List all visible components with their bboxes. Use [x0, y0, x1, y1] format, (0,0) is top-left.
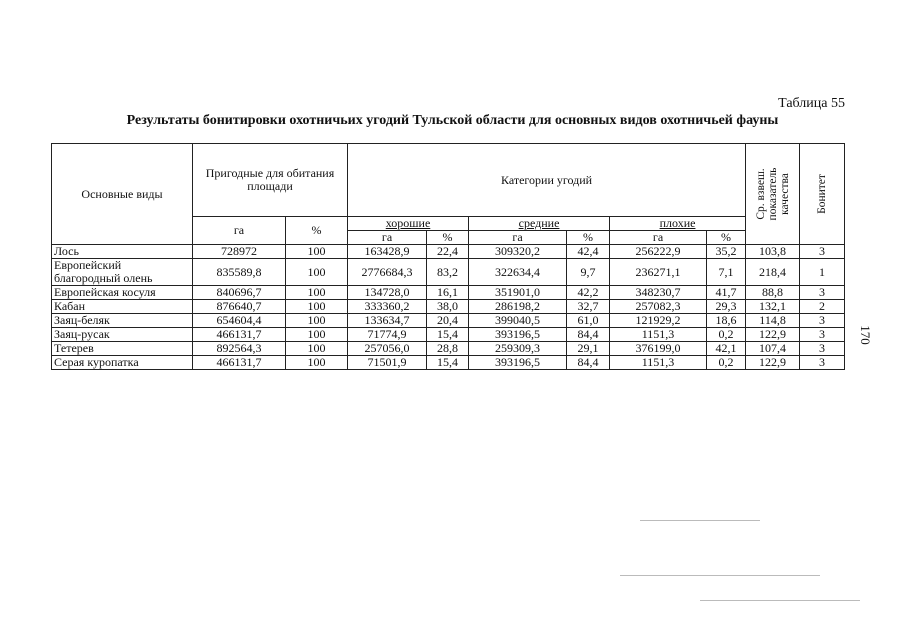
weighted-index-label: Ср. взвеш. показатель качества	[754, 167, 791, 221]
good-pct: 38,0	[427, 300, 469, 314]
results-table	[51, 143, 845, 370]
header-medium: средние	[469, 217, 610, 231]
table-row	[52, 259, 845, 286]
species-name: Серая куропатка	[52, 356, 193, 370]
good-ha: 71774,9	[348, 328, 427, 342]
medium-ha: 351901,0	[469, 286, 567, 300]
species-name: Заяц-русак	[52, 328, 193, 342]
medium-pct: 42,4	[567, 245, 610, 259]
medium-ha: 393196,5	[469, 328, 567, 342]
good-pct: 20,4	[427, 314, 469, 328]
weighted-index: 122,9	[746, 328, 800, 342]
area-ha: 728972	[193, 245, 286, 259]
header-bonitet	[800, 144, 845, 245]
medium-pct: 32,7	[567, 300, 610, 314]
header-poor-pct: %	[707, 231, 746, 245]
good-pct: 15,4	[427, 328, 469, 342]
header-poor-ha: га	[610, 231, 707, 245]
scan-artifact	[700, 600, 860, 601]
area-pct: 100	[286, 356, 348, 370]
bonitet-label: Бонитет	[816, 174, 829, 214]
bonitet: 3	[800, 342, 845, 356]
header-area-pct: %	[286, 217, 348, 245]
area-ha: 876640,7	[193, 300, 286, 314]
table-row	[52, 300, 845, 314]
poor-pct: 0,2	[707, 328, 746, 342]
good-ha: 163428,9	[348, 245, 427, 259]
bonitet: 3	[800, 314, 845, 328]
header-suitable-area: Пригодные для обитания площади	[193, 144, 348, 217]
poor-ha: 236271,1	[610, 259, 707, 286]
area-pct: 100	[286, 328, 348, 342]
poor-pct: 0,2	[707, 356, 746, 370]
header-area-ha: га	[193, 217, 286, 245]
scan-artifact	[620, 575, 820, 576]
poor-ha: 121929,2	[610, 314, 707, 328]
good-pct: 28,8	[427, 342, 469, 356]
medium-ha: 259309,3	[469, 342, 567, 356]
medium-ha: 399040,5	[469, 314, 567, 328]
area-pct: 100	[286, 314, 348, 328]
bonitet: 2	[800, 300, 845, 314]
medium-pct: 84,4	[567, 328, 610, 342]
area-ha: 840696,7	[193, 286, 286, 300]
good-pct: 15,4	[427, 356, 469, 370]
good-ha: 2776684,3	[348, 259, 427, 286]
poor-ha: 348230,7	[610, 286, 707, 300]
header-species: Основные виды	[52, 144, 193, 245]
weighted-index: 88,8	[746, 286, 800, 300]
poor-pct: 41,7	[707, 286, 746, 300]
medium-pct: 9,7	[567, 259, 610, 286]
header-good-ha: га	[348, 231, 427, 245]
species-name: Заяц-беляк	[52, 314, 193, 328]
area-pct: 100	[286, 300, 348, 314]
species-name: Европейский благородный олень	[52, 259, 193, 286]
header-good-pct: %	[427, 231, 469, 245]
medium-pct: 84,4	[567, 356, 610, 370]
good-ha: 71501,9	[348, 356, 427, 370]
species-name: Кабан	[52, 300, 193, 314]
header-categories: Категории угодий	[348, 144, 746, 217]
good-pct: 83,2	[427, 259, 469, 286]
table-row	[52, 286, 845, 300]
header-good: хорошие	[348, 217, 469, 231]
table-row	[52, 356, 845, 370]
bonitet: 3	[800, 286, 845, 300]
area-ha: 892564,3	[193, 342, 286, 356]
bonitet: 3	[800, 356, 845, 370]
weighted-index: 218,4	[746, 259, 800, 286]
area-ha: 466131,7	[193, 328, 286, 342]
poor-ha: 256222,9	[610, 245, 707, 259]
medium-pct: 42,2	[567, 286, 610, 300]
poor-ha: 257082,3	[610, 300, 707, 314]
weighted-index: 122,9	[746, 356, 800, 370]
medium-ha: 286198,2	[469, 300, 567, 314]
good-ha: 257056,0	[348, 342, 427, 356]
species-name: Лось	[52, 245, 193, 259]
poor-pct: 29,3	[707, 300, 746, 314]
table-row	[52, 245, 845, 259]
page-number: 170	[857, 325, 873, 345]
medium-ha: 322634,4	[469, 259, 567, 286]
bonitet: 3	[800, 328, 845, 342]
poor-pct: 7,1	[707, 259, 746, 286]
good-ha: 133634,7	[348, 314, 427, 328]
poor-pct: 42,1	[707, 342, 746, 356]
bonitet: 3	[800, 245, 845, 259]
species-name: Европейская косуля	[52, 286, 193, 300]
weighted-index: 103,8	[746, 245, 800, 259]
poor-pct: 18,6	[707, 314, 746, 328]
header-poor: плохие	[610, 217, 746, 231]
weighted-index: 132,1	[746, 300, 800, 314]
table-title: Результаты бонитировки охотничьих угодий Тульской области для основных видов охотничьей фауны	[126, 113, 779, 128]
poor-ha: 376199,0	[610, 342, 707, 356]
weighted-index: 114,8	[746, 314, 800, 328]
poor-ha: 1151,3	[610, 328, 707, 342]
area-pct: 100	[286, 245, 348, 259]
good-ha: 333360,2	[348, 300, 427, 314]
medium-pct: 29,1	[567, 342, 610, 356]
scan-artifact	[640, 520, 760, 521]
area-pct: 100	[286, 259, 348, 286]
medium-pct: 61,0	[567, 314, 610, 328]
table-row	[52, 342, 845, 356]
bonitet: 1	[800, 259, 845, 286]
area-ha: 466131,7	[193, 356, 286, 370]
medium-ha: 393196,5	[469, 356, 567, 370]
species-name: Тетерев	[52, 342, 193, 356]
poor-ha: 1151,3	[610, 356, 707, 370]
area-ha: 835589,8	[193, 259, 286, 286]
medium-ha: 309320,2	[469, 245, 567, 259]
area-ha: 654604,4	[193, 314, 286, 328]
weighted-index: 107,4	[746, 342, 800, 356]
area-pct: 100	[286, 286, 348, 300]
good-pct: 22,4	[427, 245, 469, 259]
table-row	[52, 328, 845, 342]
header-weighted-index	[746, 144, 800, 245]
table-caption: Таблица 55	[778, 96, 845, 111]
header-med-ha: га	[469, 231, 567, 245]
header-med-pct: %	[567, 231, 610, 245]
good-pct: 16,1	[427, 286, 469, 300]
area-pct: 100	[286, 342, 348, 356]
good-ha: 134728,0	[348, 286, 427, 300]
table-row	[52, 314, 845, 328]
poor-pct: 35,2	[707, 245, 746, 259]
